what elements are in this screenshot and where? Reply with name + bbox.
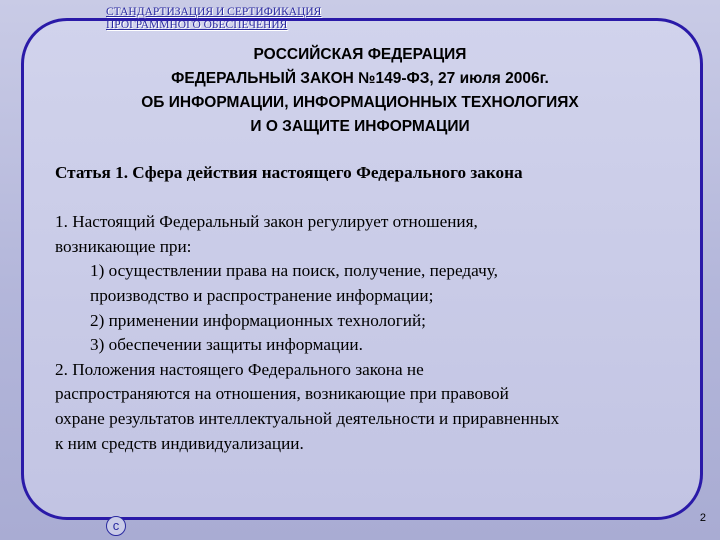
- paragraph-1-line2: возникающие при:: [55, 236, 192, 256]
- paragraph-2-line4: к ним средств индивидуализации.: [55, 433, 304, 453]
- title-law-number: ФЕДЕРАЛЬНЫЙ ЗАКОН №149-ФЗ, 27 июля 2006г.: [171, 70, 549, 87]
- article-heading: Статья 1. Сфера действия настоящего Федерального закона: [55, 163, 523, 182]
- title-country: РОССИЙСКАЯ ФЕДЕРАЦИЯ: [253, 46, 467, 63]
- list-item-1-line2: производство и распространение информации;: [90, 285, 434, 305]
- title-law-name-line2: И О ЗАЩИТЕ ИНФОРМАЦИИ: [250, 118, 470, 135]
- course-header: [106, 6, 321, 32]
- copyright-icon: c: [106, 516, 126, 536]
- title-law-name-line1: ОБ ИНФОРМАЦИИ, ИНФОРМАЦИОННЫХ ТЕХНОЛОГИЯХ: [141, 94, 579, 111]
- course-header-line2: ПРОГРАММНОГО ОБЕСПЕЧЕНИЯ: [106, 19, 288, 31]
- paragraph-2-line1: 2. Положения настоящего Федерального закона не: [55, 359, 424, 379]
- list-item-3: 3) обеспечении защиты информации.: [90, 335, 363, 355]
- list-item-1-line1: 1) осуществлении права на поиск, получение, передачу,: [90, 261, 498, 281]
- course-header-line1: СТАНДАРТИЗАЦИЯ И СЕРТИФИКАЦИЯ: [106, 6, 322, 18]
- paragraph-2-line2: распространяются на отношения, возникающие при правовой: [55, 384, 509, 404]
- paragraph-2-line3: охране результатов интеллектуальной деятельности и приравненных: [55, 408, 560, 428]
- law-title: [40, 43, 680, 139]
- page-number: 2: [699, 512, 706, 524]
- list-item-2: 2) применении информационных технологий;: [90, 310, 426, 330]
- paragraph-1-line1: 1. Настоящий Федеральный закон регулирует отношения,: [55, 212, 478, 232]
- article-body: [55, 161, 705, 456]
